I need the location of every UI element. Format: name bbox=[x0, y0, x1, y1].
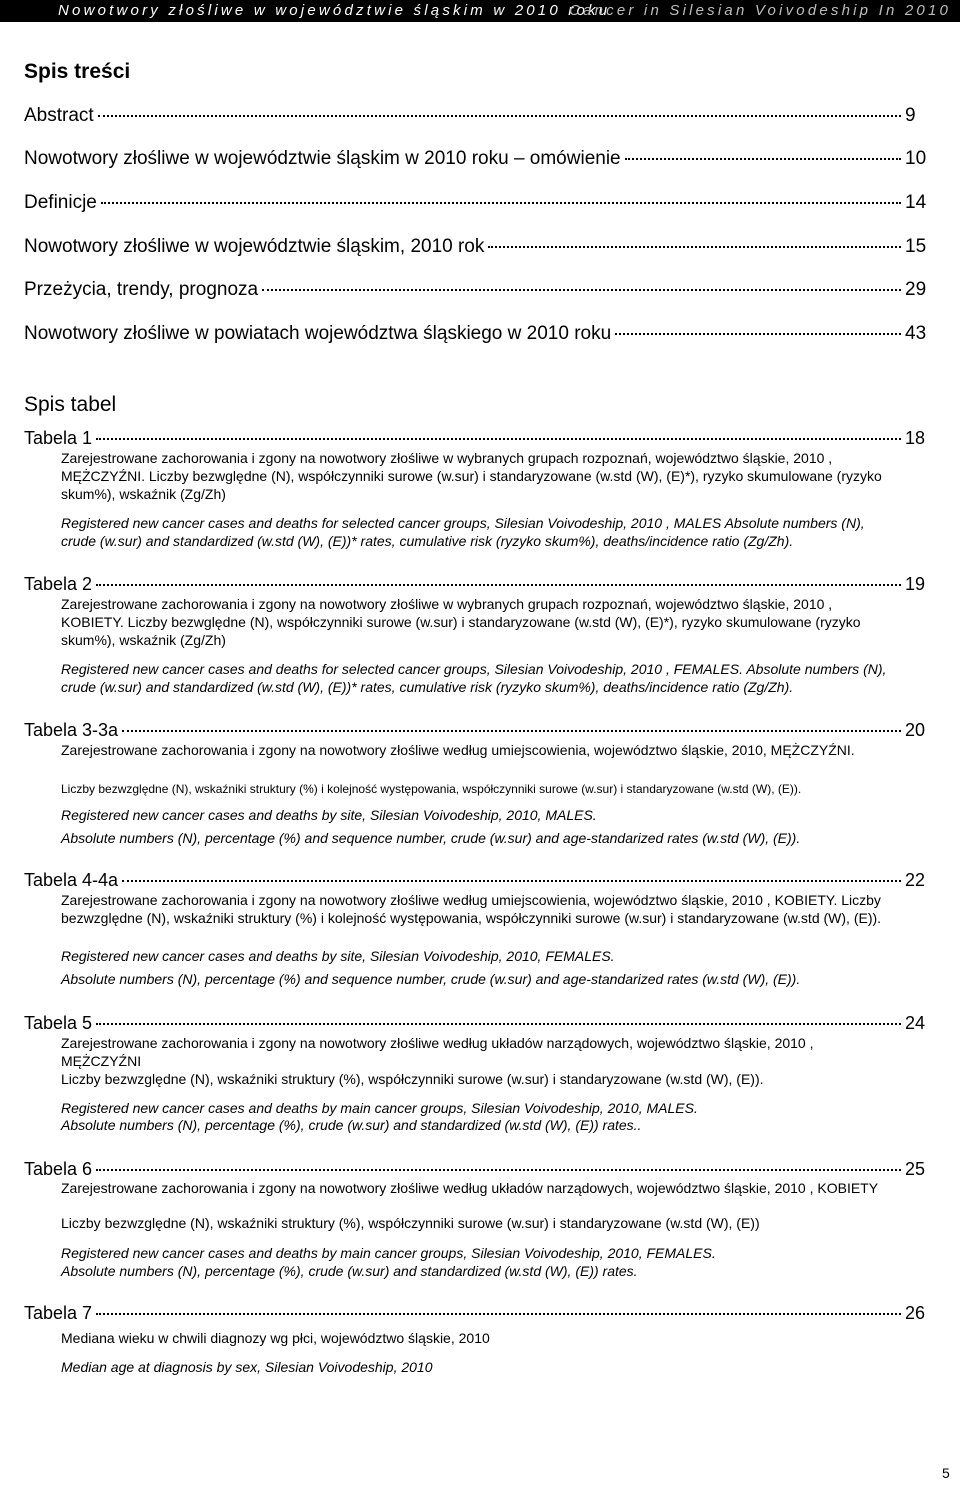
table-entry-label: Tabela 3-3a bbox=[24, 720, 119, 740]
table-entry-page: 25 bbox=[905, 1159, 926, 1179]
table-description-pl: Zarejestrowane zachorowania i zgony na nowotwory złośliwe według układów narządowych, województwo śląskie, 2010 , MĘŻCZYŹNI bbox=[61, 1035, 814, 1069]
toc-entry[interactable] bbox=[24, 323, 927, 345]
table-description-pl: Mediana wieku w chwili diagnozy wg płci, województwo śląskie, 2010 bbox=[61, 1330, 490, 1346]
dot-leader bbox=[98, 115, 901, 117]
toc-entry-label: Nowotwory złośliwe w powiatach województwa śląskiego w 2010 roku bbox=[24, 323, 612, 344]
table-entry-label: Tabela 6 bbox=[24, 1159, 93, 1179]
table-description-en: Registered new cancer cases and deaths by main cancer groups, Silesian Voivodeship, 2010, FEMALES. bbox=[61, 1245, 716, 1261]
table-entry-label: Tabela 5 bbox=[24, 1013, 93, 1033]
table-entry-label: Tabela 2 bbox=[24, 574, 93, 594]
dot-leader bbox=[122, 880, 901, 882]
toc-entry-label: Przeżycia, trendy, prognoza bbox=[24, 279, 259, 300]
toc-heading: Spis treści bbox=[24, 60, 131, 83]
toc-entry-page: 10 bbox=[905, 148, 927, 169]
table-entry-page: 18 bbox=[905, 428, 926, 448]
toc-entry-page: 9 bbox=[905, 105, 916, 126]
table-description-pl: Zarejestrowane zachorowania i zgony na nowotwory złośliwe według układów narządowych, województwo śląskie, 2010 , KOBIETY bbox=[61, 1180, 879, 1196]
dot-leader bbox=[96, 1169, 901, 1171]
table-description-pl: Zarejestrowane zachorowania i zgony na nowotwory złośliwe według umiejscowienia, województwo śląskie, 2010, MĘŻCZYŹNI. bbox=[61, 742, 855, 758]
table-entry-label: Tabela 1 bbox=[24, 428, 93, 448]
table-description-en: Median age at diagnosis by sex, Silesian Voivodeship, 2010 bbox=[61, 1359, 433, 1375]
table-description-en-detail: Absolute numbers (N), percentage (%), crude (w.sur) and standardized (w.std (W), (E)) rates.. bbox=[61, 1117, 642, 1133]
toc-entry[interactable] bbox=[24, 105, 927, 127]
table-entry[interactable] bbox=[24, 1159, 927, 1180]
table-entry[interactable] bbox=[24, 1013, 927, 1034]
table-description-en: Registered new cancer cases and deaths by main cancer groups, Silesian Voivodeship, 2010, MALES. bbox=[61, 1100, 698, 1116]
table-entry-page: 20 bbox=[905, 720, 926, 740]
table-description-en-detail: Absolute numbers (N), percentage (%) and sequence number, crude (w.sur) and age-standarized rates (w.std (W), (E)). bbox=[61, 830, 801, 846]
toc-entry[interactable] bbox=[24, 192, 927, 214]
table-entry-page: 26 bbox=[905, 1303, 926, 1323]
table-description-pl-detail: Liczby bezwzględne (N), wskaźniki struktury (%), współczynniki surowe (w.sur) i standaryzowane (w.std (W), (E)) bbox=[61, 1215, 760, 1231]
table-description-en: Registered new cancer cases and deaths by site, Silesian Voivodeship, 2010, MALES. bbox=[61, 807, 597, 823]
page-number: 5 bbox=[942, 1465, 950, 1481]
table-description-pl: Zarejestrowane zachorowania i zgony na nowotwory złośliwe według umiejscowienia, województwo śląskie, 2010 , KOBIETY. Liczby bezwzględne (N), wskaźniki struktury (%) i kolejność występowania, współczynniki surowe (w.sur) i standaryzowane (w.std (W), (E)). bbox=[61, 892, 882, 926]
table-description-pl-detail: Liczby bezwzględne (N), wskaźniki struktury (%) i kolejność występowania, współczynniki surowe (w.sur) i standaryzowane (w.std (W), (E)). bbox=[61, 782, 802, 796]
dot-leader bbox=[96, 438, 901, 440]
header-title-en: Cancer in Silesian Voivodeship In 2010 bbox=[569, 2, 952, 19]
dot-leader bbox=[625, 158, 901, 160]
table-description-pl: Zarejestrowane zachorowania i zgony na nowotwory złośliwe w wybranych grupach rozpoznań, województwo śląskie, 2010 , MĘŻCZYŹNI. Liczby bezwględne (N), współczynniki surowe (w.sur) i standaryzowane (w.std (W), (E)*), ryzyko skumulowane (ryzyko skum%), wskaźnik (Zg/Zh) bbox=[61, 450, 882, 502]
toc-entry-page: 15 bbox=[905, 236, 927, 257]
table-entry-page: 22 bbox=[905, 870, 926, 890]
table-description-pl-detail: Liczby bezwzględne (N), wskaźniki struktury (%), współczynniki surowe (w.sur) i standaryzowane (w.std (W), (E)). bbox=[61, 1071, 764, 1087]
table-description-en: Registered new cancer cases and deaths for selected cancer groups, Silesian Voivodeship, 2010 , FEMALES. Absolute numbers (N), crude (w.sur) and standardized (w.std (W), (E))* rates, cumulative risk (ryzyko skum%), deaths/incidence ratio (Zg/Zh). bbox=[61, 661, 887, 695]
toc-entry[interactable] bbox=[24, 236, 927, 258]
toc-entry-page: 43 bbox=[905, 323, 927, 344]
dot-leader bbox=[101, 202, 901, 204]
dot-leader bbox=[122, 730, 901, 732]
toc-entry-page: 29 bbox=[905, 279, 927, 300]
dot-leader bbox=[615, 333, 901, 335]
running-header bbox=[0, 0, 960, 22]
table-description-en-detail: Absolute numbers (N), percentage (%), crude (w.sur) and standardized (w.std (W), (E)) rates. bbox=[61, 1263, 638, 1279]
toc-entry[interactable] bbox=[24, 279, 927, 301]
tables-heading: Spis tabel bbox=[24, 393, 117, 416]
dot-leader bbox=[96, 1023, 901, 1025]
toc-entry-page: 14 bbox=[905, 192, 927, 213]
table-description-pl: Zarejestrowane zachorowania i zgony na nowotwory złośliwe w wybranych grupach rozpoznań, województwo śląskie, 2010 , KOBIETY. Liczby bezwględne (N), współczynniki surowe (w.sur) i standaryzowane (w.std (W), (E)*), ryzyko skumulowane (ryzyko skum%), wskaźnik (Zg/Zh) bbox=[61, 596, 861, 648]
toc-entry-label: Nowotwory złośliwe w województwie śląskim, 2010 rok bbox=[24, 236, 485, 257]
table-description-en: Registered new cancer cases and deaths by site, Silesian Voivodeship, 2010, FEMALES. bbox=[61, 948, 615, 964]
table-description-en-detail: Absolute numbers (N), percentage (%) and sequence number, crude (w.sur) and age-standarized rates (w.std (W), (E)). bbox=[61, 971, 801, 987]
table-entry[interactable] bbox=[24, 870, 927, 891]
dot-leader bbox=[262, 289, 901, 291]
table-entry[interactable] bbox=[24, 1303, 927, 1324]
toc-entry-label: Definicje bbox=[24, 192, 97, 213]
dot-leader bbox=[96, 584, 901, 586]
toc-entry-label: Nowotwory złośliwe w województwie śląskim w 2010 roku – omówienie bbox=[24, 148, 621, 169]
table-entry-page: 19 bbox=[905, 574, 926, 594]
table-entry[interactable] bbox=[24, 574, 927, 595]
table-description-en: Registered new cancer cases and deaths for selected cancer groups, Silesian Voivodeship, 2010 , MALES Absolute numbers (N), crude (w.sur) and standardized (w.std (W), (E))* rates, cumulative risk (ryzyko skum%), deaths/incidence ratio (Zg/Zh). bbox=[61, 515, 865, 549]
dot-leader bbox=[96, 1313, 901, 1315]
header-title-pl: Nowotwory złośliwe w województwie śląskim w 2010 roku bbox=[58, 2, 611, 19]
table-entry[interactable] bbox=[24, 428, 927, 449]
table-entry[interactable] bbox=[24, 720, 927, 741]
toc-entry-label: Abstract bbox=[24, 105, 94, 126]
dot-leader bbox=[488, 246, 901, 248]
table-entry-label: Tabela 4-4a bbox=[24, 870, 119, 890]
table-entry-label: Tabela 7 bbox=[24, 1303, 93, 1323]
toc-entry[interactable] bbox=[24, 148, 927, 170]
table-entry-page: 24 bbox=[905, 1013, 926, 1033]
